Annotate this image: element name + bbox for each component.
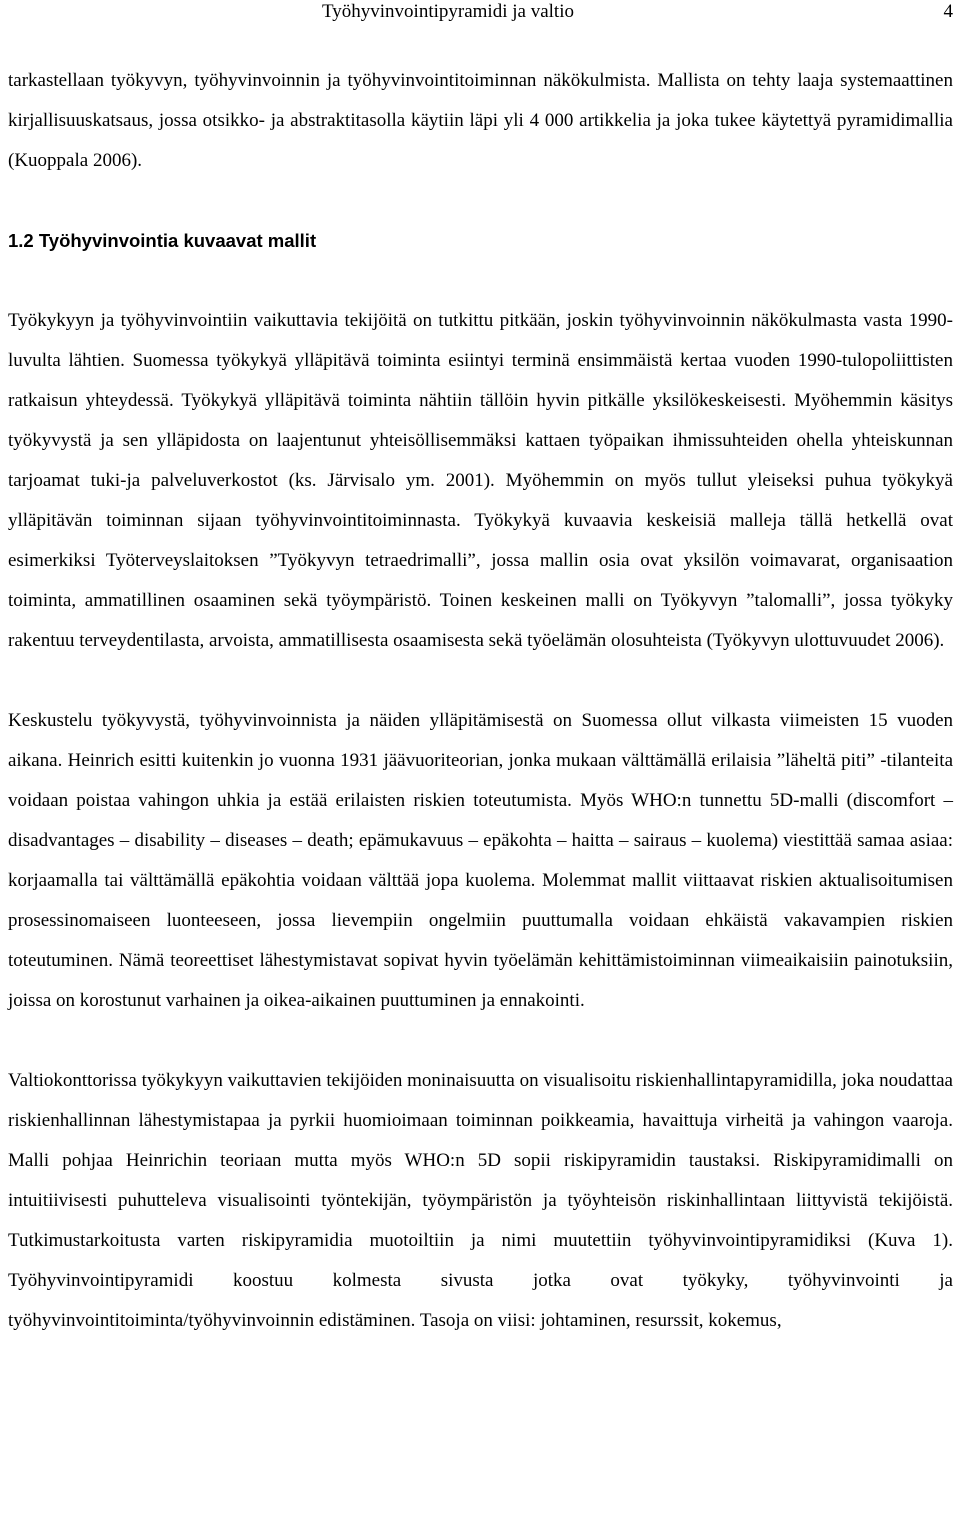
paragraph-1: tarkastellaan työkyvyn, työhyvinvoinnin ja työhyvinvointitoiminnan näkökulmista. Mallista on tehty laaja systemaattinen kirjallisuuskatsaus, jossa otsikko- ja abstraktitasolla käytiin läpi yli 4 000 artikkelia ja joka tukee käytettyä pyramidimallia (Kuoppala 2006). bbox=[8, 70, 953, 171]
paragraph-2: Työkykyyn ja työhyvinvointiin vaikuttavia tekijöitä on tutkittu pitkään, joskin työhyvinvoinnin näkökulmasta vasta 1990-luvulta lähtien. Suomessa työkykyä ylläpitävä toiminta esiintyi terminä ensimmäistä kertaa vuoden 1990-tulopoliittisten ratkaisun yhteydessä. Työkykyä ylläpitävä toiminta nähtiin tällöin hyvin pitkälle yksilökeskeisesti. Myöhemmin käsitys työkyvystä ja sen ylläpidosta on laajentunut yhteisöllisemmäksi kattaen työpaikan ihmissuhteiden ohella yhteiskunnan tarjoamat tuki-ja palveluverkostot (ks. Järvisalo ym. 2001). Myöhemmin on myös tullut yleiseksi puhua työkykyä ylläpitävän toiminnan sijaan työhyvinvointitoiminnasta. Työkykyä kuvaavia keskeisiä malleja tällä hetkellä ovat esimerkiksi Työterveyslaitoksen ”Työkyvyn tetraedrimalli”, jossa mallin osia ovat yksilön voimavarat, organisaation toiminta, ammatillinen osaaminen sekä työympäristö. Toinen keskeinen malli on Työkyvyn ”talomalli”, jossa työkyky rakentuu terveydentilasta, arvoista, ammatillisesta osaamisesta sekä työelämän olosuhteista (Työkyvyn ulottuvuudet 2006). bbox=[8, 310, 953, 651]
section-heading: 1.2 Työhyvinvointia kuvaavat mallit bbox=[8, 230, 317, 251]
running-header bbox=[0, 0, 960, 26]
heading-spacer bbox=[8, 261, 953, 301]
paragraph-3: Keskustelu työkyvystä, työhyvinvoinnista ja näiden ylläpitämisestä on Suomessa ollut vilkasta viimeisten 15 vuoden aikana. Heinrich esitti kuitenkin jo vuonna 1931 jäävuoriteorian, jonka mukaan välttämällä erilaisia ”läheltä piti” -tilanteita voidaan poistaa vahingon uhkia ja estää erilaisten riskien toteutumista. Myös WHO:n tunnettu 5D-malli (discomfort – disadvantages – disability – diseases – death; epämukavuus – epäkohta – haitta – sairaus – kuolema) viestittää samaa asiaa: korjaamalla tai välttämällä epäkohtia voidaan välttää jopa kuolema. Molemmat mallit viittaavat riskien aktualisoitumisen prosessinomaiseen luonteeseen, jossa lievempiin ongelmiin puuttumalla voidaan ehkäistä vakavampien riskien toteutuminen. Nämä teoreettiset lähestymistavat sopivat hyvin työelämän kehittämistoiminnan viimeaikaisiin painotuksiin, joissa on korostunut varhainen ja oikea-aikainen puuttuminen ja ennakointi. bbox=[8, 710, 953, 1011]
paragraph-4: Valtiokonttorissa työkykyyn vaikuttavien tekijöiden moninaisuutta on visualisoitu riskienhallintapyramidilla, joka noudattaa riskienhallinnan lähestymistapaa ja pyrkii huomioimaan toiminnan poikkeamia, havaittuja virheitä ja vahingon vaaroja. Malli pohjaa Heinrichin teoriaan mutta myös WHO:n 5D sopii riskipyramidin taustaksi. Riskipyramidimalli on intuitiivisesti puhutteleva visualisointi työntekijän, työympäristön ja työyhteisön riskinhallintaan liittyvistä tekijöistä. Tutkimustarkoitusta varten riskipyramidia muotoiltiin ja nimi muutettiin työhyvinvointipyramidiksi (Kuva 1). Työhyvinvointipyramidi koostuu kolmesta sivusta jotka ovat työkyky, työhyvinvointi ja työhyvinvointitoiminta/työhyvinvoinnin edistäminen. Tasoja on viisi: johtaminen, resurssit, kokemus, bbox=[8, 1070, 953, 1331]
paragraph-spacer bbox=[8, 181, 953, 221]
page-content bbox=[8, 61, 953, 1341]
paragraph-spacer bbox=[8, 661, 953, 701]
paragraph-spacer bbox=[8, 1021, 953, 1061]
page-number: 4 bbox=[943, 1, 953, 22]
running-title: Työhyvinvointipyramidi ja valtio bbox=[322, 1, 574, 22]
